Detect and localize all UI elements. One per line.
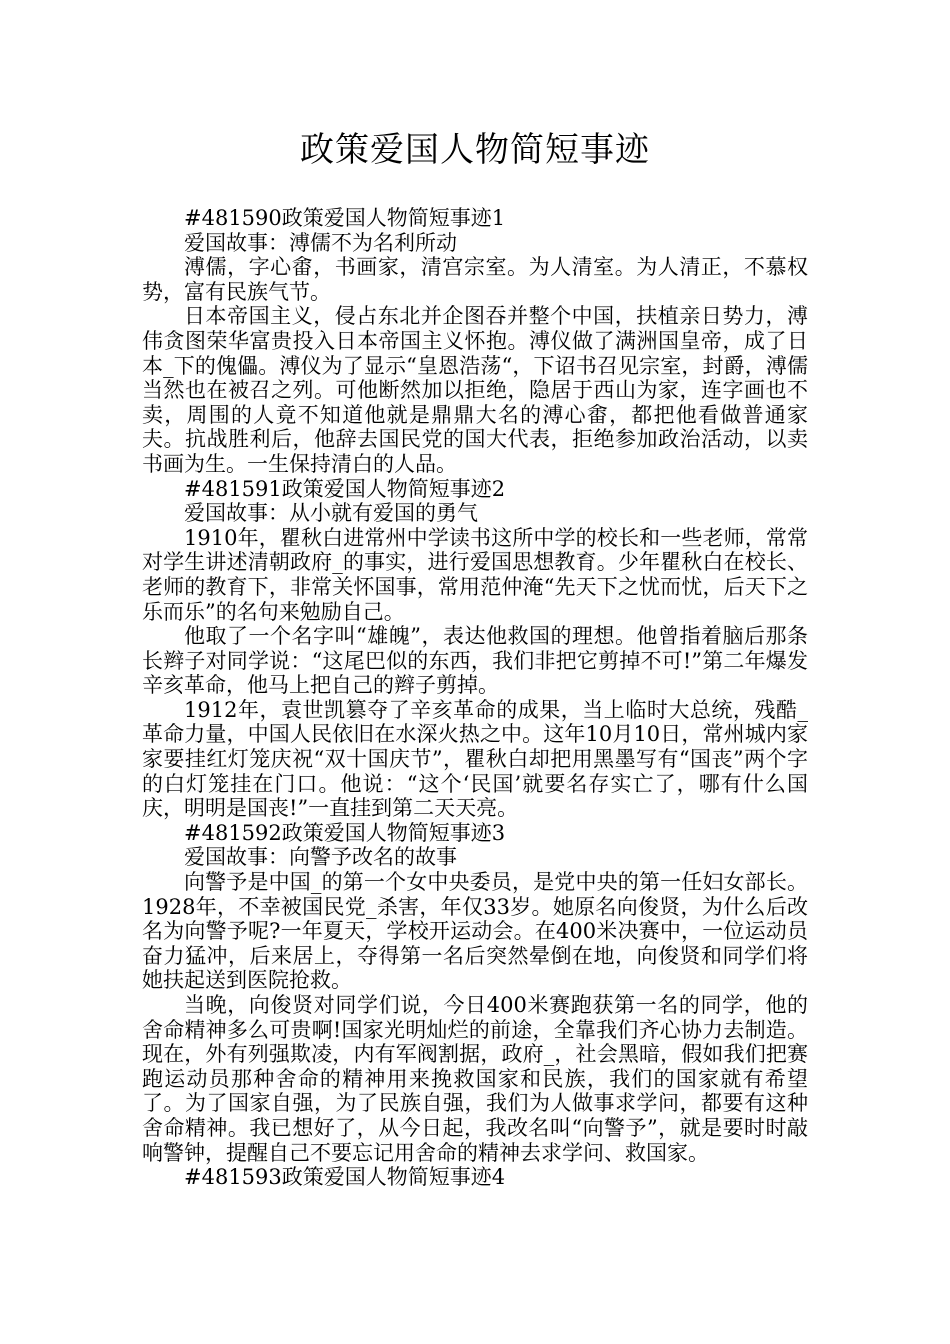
story-3-title: 爱国故事：向警予改名的故事 <box>184 845 457 870</box>
heading-story-4: #481593政策爱国人物简短事迹4 <box>184 1165 506 1190</box>
body-paragraph: 1912年，袁世凯篡夺了辛亥革命的成果，当上临时大总统，残酷_革命力量，中国人民依旧在水深火热之中。这年10月10日，常州城内家家要挂红灯笼庆祝“双十国庆节”，瞿秋白却把用黑墨写有“国丧”两个字的白灯笼挂在门口。他说：“这个‘民国’就要名存实亡了，哪有什么国庆，明明是国丧!”一直挂到第二天天亮。 <box>142 697 808 821</box>
body-paragraph: 向警予是中国_的第一个女中央委员，是党中央的第一任妇女部长。1928年，不幸被国民党_杀害，年仅33岁。她原名向俊贤，为什么后改名为向警予呢?一年夏天，学校开运动会。在400米决赛中，一位运动员奋力猛冲，后来居上，夺得第一名后突然晕倒在地，向俊贤和同学们将她扶起送到医院抢救。 <box>142 870 808 993</box>
body-paragraph: 当晚，向俊贤对同学们说，今日400米赛跑获第一名的同学，他的舍命精神多么可贵啊!国家光明灿烂的前途，全靠我们齐心协力去制造。现在，外有列强欺凌，内有军阀割据，政府_，社会黑暗，假如我们把赛跑运动员那种舍命的精神用来挽救国家和民族，我们的国家就有希望了。为了国家自强，为了民族自强，我们为人做事求学问，都要有这种舍命精神。我已想好了，从今日起，我改名叫“向警予”，就是要时时敲响警钟，提醒自己不要忘记用舍命的精神去求学问、救国家。 <box>142 993 808 1165</box>
document-body <box>142 206 808 1190</box>
heading-story-2: #481591政策爱国人物简短事迹2 <box>184 476 506 501</box>
story-1-title: 爱国故事：溥儒不为名利所动 <box>184 230 457 255</box>
story-2-title: 爱国故事：从小就有爱国的勇气 <box>184 501 478 526</box>
body-paragraph: 溥儒，字心畬，书画家，清宫宗室。为人清室。为人清正，不慕权势，富有民族气节。 <box>142 255 808 304</box>
heading-story-1: #481590政策爱国人物简短事迹1 <box>184 206 506 230</box>
body-paragraph: 他取了一个名字叫“雄魄”，表达他救国的理想。他曾指着脑后那条长辫子对同学说：“这尾巴似的东西，我们非把它剪掉不可!”第二年爆发辛亥革命，他马上把自己的辫子剪掉。 <box>142 624 808 698</box>
document-title: 政策爱国人物简短事迹 <box>300 130 650 170</box>
heading-story-3: #481592政策爱国人物简短事迹3 <box>184 820 506 845</box>
body-paragraph: 日本帝国主义，侵占东北并企图吞并整个中国，扶植亲日势力，溥伟贪图荣华富贵投入日本帝国主义怀抱。溥仪做了满洲国皇帝，成了日本_下的傀儡。溥仪为了显示“皇恩浩荡“，下诏书召见宗室，封爵，溥儒当然也在被召之列。可他断然加以拒绝，隐居于西山为家，连字画也不卖，周围的人竟不知道他就是鼎鼎大名的溥心畬，都把他看做普通家夫。抗战胜利后，他辞去国民党的国大代表，拒绝参加政治活动，以卖书画为生。一生保持清白的人品。 <box>142 304 808 476</box>
body-paragraph: 1910年，瞿秋白进常州中学读书这所中学的校长和一些老师，常常对学生讲述清朝政府_的事实，进行爱国思想教育。少年瞿秋白在校长、老师的教育下，非常关怀国事，常用范仲淹“先天下之忧而忧，后天下之乐而乐”的名句来勉励自己。 <box>142 525 808 624</box>
